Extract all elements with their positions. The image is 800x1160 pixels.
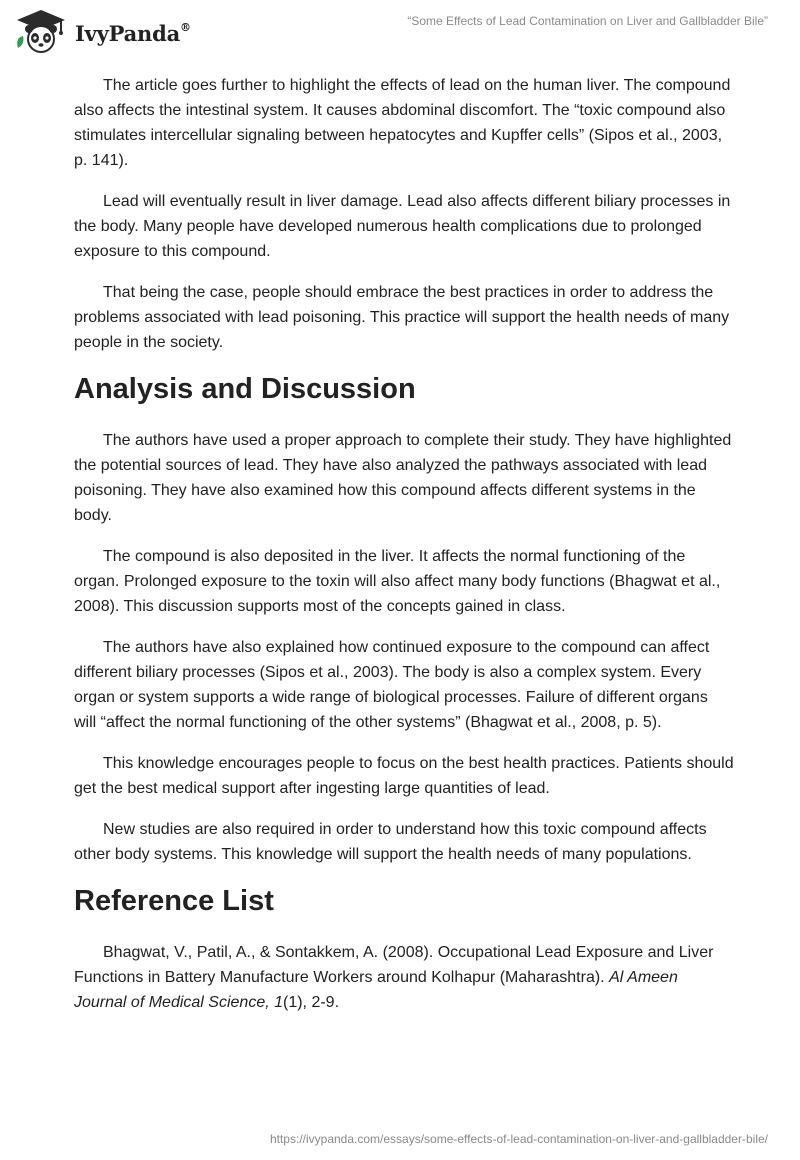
running-title: “Some Effects of Lead Contamination on Liver and Gallbladder Bile” <box>407 14 768 28</box>
section-heading-references: Reference List <box>74 885 274 917</box>
paragraph: New studies are also required in order to understand how this toxic compound affects other body systems. This knowledge will support the health needs of many populations. <box>74 821 707 863</box>
section-heading-analysis: Analysis and Discussion <box>74 373 416 405</box>
paragraph: The compound is also deposited in the liver. It affects the normal functioning of the organ. Prolonged exposure to the toxin will also affect many body functions (Bhagwat et al., 2008). This discussion supports most of the concepts gained in class. <box>74 548 721 615</box>
paragraph: Lead will eventually result in liver damage. Lead also affects different biliary processes in the body. Many people have developed numerous health complications due to prolonged exposure to this compound. <box>74 193 731 260</box>
paragraph: The article goes further to highlight the effects of lead on the human liver. The compound also affects the intestinal system. It causes abdominal discomfort. The “toxic compound also stimulates intercellular signaling between hepatocytes and Kupffer cells” (Sipos et al., 2003, p. 141). <box>74 77 731 169</box>
brand-logo[interactable] <box>13 8 191 54</box>
registered-mark: ® <box>180 20 191 34</box>
paragraph: The authors have used a proper approach to complete their study. They have highlighted the potential sources of lead. They have also analyzed the pathways associated with lead poisoning. They have also examined how this compound affects different systems in the body. <box>74 432 732 524</box>
brand-name-text: IvyPanda <box>75 20 181 46</box>
brand-name <box>75 21 191 46</box>
panda-graduate-icon <box>13 8 69 54</box>
essay-content <box>74 73 734 1031</box>
reference-text: Bhagwat, V., Patil, A., & Sontakkem, A. (2008). Occupational Lead Exposure and Liver Functions in Battery Manufacture Workers around Kolhapur (Maharashtra). <box>74 944 714 986</box>
footer-url-link[interactable]: https://ivypanda.com/essays/some-effects-of-lead-contamination-on-liver-and-gallbladder-bile/ <box>269 1132 768 1146</box>
reference-journal: Al Ameen Journal of Medical Science, 1 <box>74 969 678 1011</box>
reference-tail: (1), 2-9. <box>283 994 340 1011</box>
paragraph: That being the case, people should embrace the best practices in order to address the problems associated with lead poisoning. This practice will support the health needs of many people in the society. <box>74 284 730 351</box>
reference-entry <box>74 940 734 1015</box>
paragraph: The authors have also explained how continued exposure to the compound can affect different biliary processes (Sipos et al., 2003). The body is also a complex system. Every organ or system supports a wide range of biological processes. Failure of different organs will “affect the normal functioning of the other systems” (Bhagwat et al., 2008, p. 5). <box>74 639 710 731</box>
page-header <box>0 0 800 70</box>
paragraph: This knowledge encourages people to focus on the best health practices. Patients should get the best medical support after ingesting large quantities of lead. <box>74 755 734 797</box>
